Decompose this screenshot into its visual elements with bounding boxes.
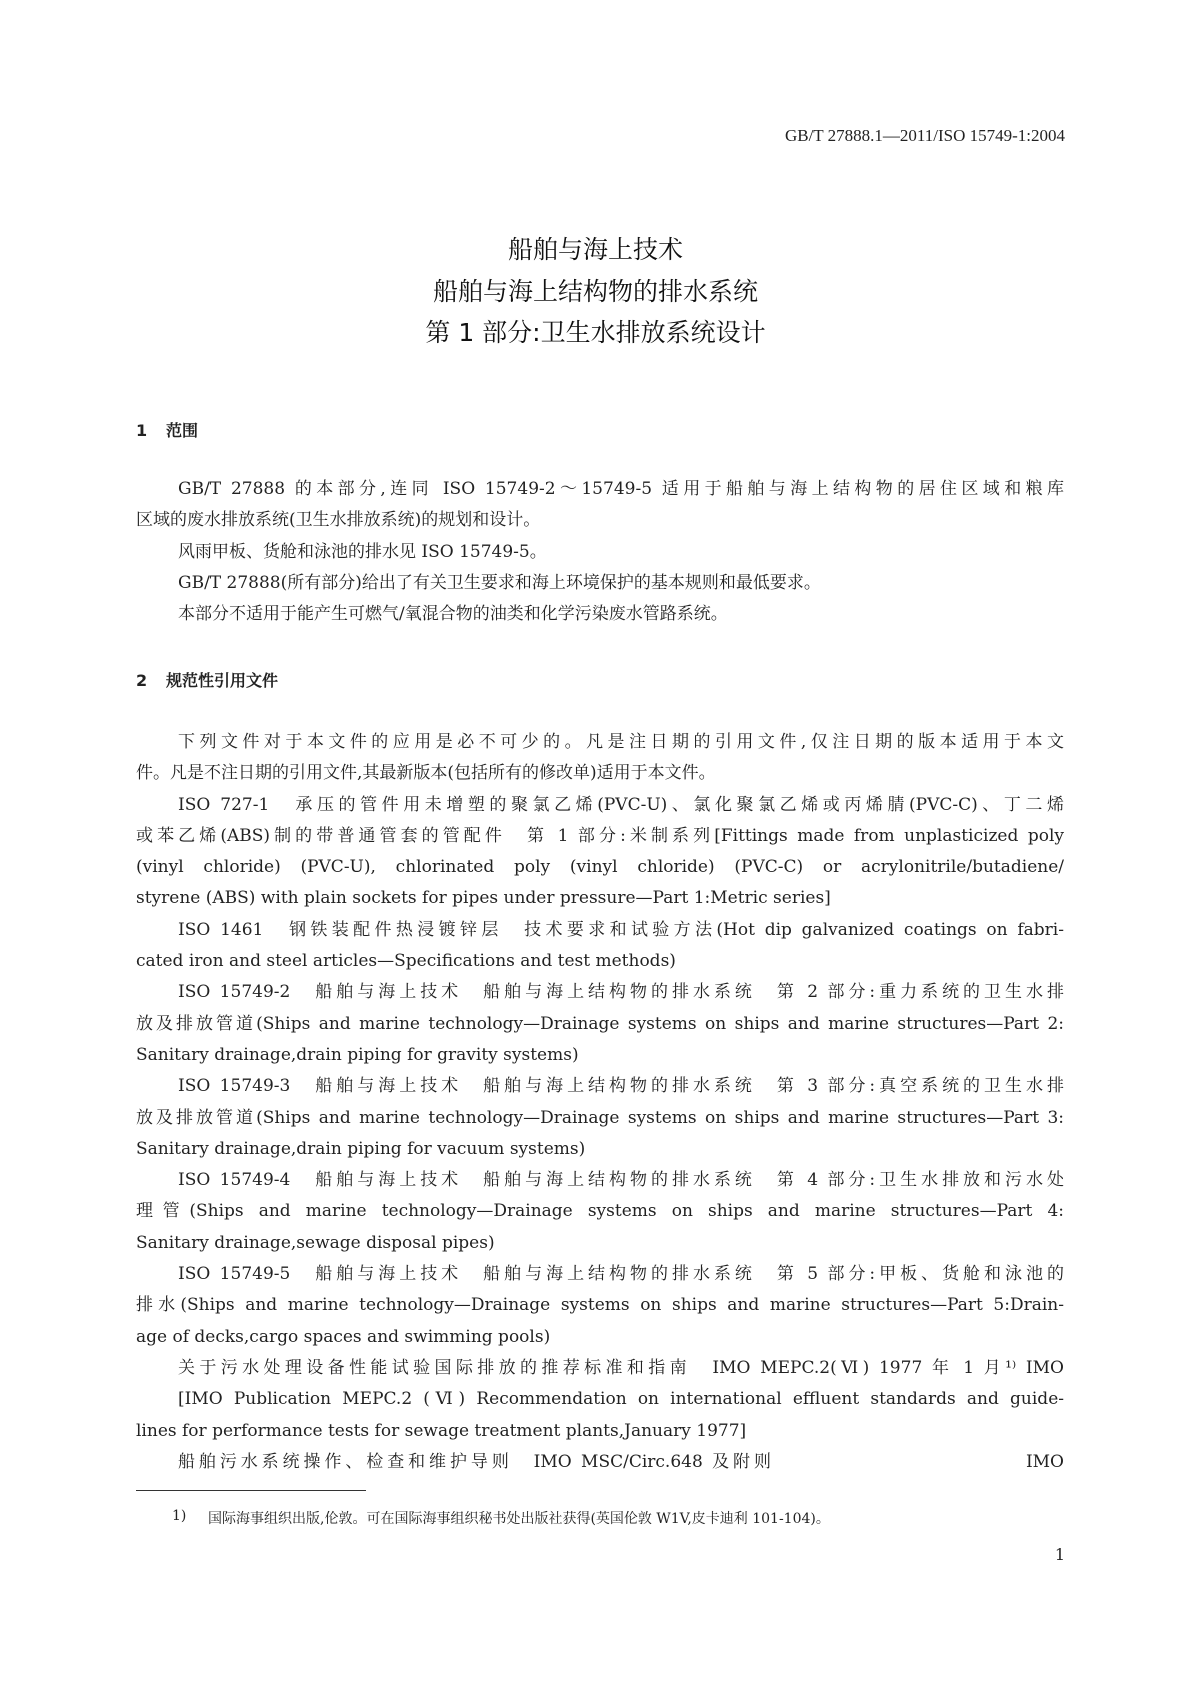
text-line: 下列文件对于本文件的应用是必不可少的。凡是注日期的引用文件,仅注日期的版本适用于本文 xyxy=(178,732,1064,752)
text-line: (vinyl chloride) (PVC-U), chlorinated poly (vinyl chloride) (PVC-C) or acrylonitrile/butadiene/ xyxy=(136,857,1064,878)
text-line: ISO 1461 钢铁装配件热浸镀锌层 技术要求和试验方法(Hot dip galvanized coatings on fabri- xyxy=(178,919,1064,940)
page-number: 1 xyxy=(1054,1545,1065,1564)
text-line: 本部分不适用于能产生可燃气/氧混合物的油类和化学污染废水管路系统。 xyxy=(178,604,728,625)
text-line: styrene (ABS) with plain sockets for pipes under pressure—Part 1:Metric series] xyxy=(136,888,831,909)
title-line-2: 船舶与海上结构物的排水系统 xyxy=(432,277,758,306)
footnote-text: 国际海事组织出版,伦敦。可在国际海事组织秘书处出版社获得(英国伦敦 W1V,皮卡迪利 101-104)。 xyxy=(208,1511,830,1527)
text-line: ISO 15749-3 船舶与海上技术 船舶与海上结构物的排水系统 第 3 部分:真空系统的卫生水排 xyxy=(178,1076,1064,1097)
text-line: cated iron and steel articles—Specifications and test methods) xyxy=(136,951,676,972)
text-line: 船舶污水系统操作、检查和维护导则 IMO MSC/Circ.648 及附则 IMO xyxy=(178,1451,1064,1472)
section-2-heading xyxy=(136,668,278,691)
footnote-marker: 1) xyxy=(172,1508,187,1524)
text-line: ISO 15749-4 船舶与海上技术 船舶与海上结构物的排水系统 第 4 部分:卫生水排放和污水处 xyxy=(178,1170,1064,1191)
section-number: 1 xyxy=(136,421,148,440)
text-line: 风雨甲板、货舱和泳池的排水见 ISO 15749-5。 xyxy=(178,541,547,562)
text-line: Sanitary drainage,drain piping for vacuum systems) xyxy=(136,1138,586,1159)
text-line: ISO 15749-5 船舶与海上技术 船舶与海上结构物的排水系统 第 5 部分:甲板、货舱和泳池的 xyxy=(178,1264,1064,1285)
text-line: 排水(Ships and marine technology—Drainage systems on ships and marine structures—Part 5:Drain- xyxy=(136,1295,1064,1316)
text-line: ISO 727-1 承压的管件用未增塑的聚氯乙烯(PVC-U)、氯化聚氯乙烯或丙烯腈(PVC-C)、丁二烯 xyxy=(178,794,1064,815)
text-line: 放及排放管道(Ships and marine technology—Drainage systems on ships and marine structures—Part 3: xyxy=(136,1107,1064,1128)
title-line-3: 第 1 部分:卫生水排放系统设计 xyxy=(425,318,766,347)
text-line: 件。凡是不注日期的引用文件,其最新版本(包括所有的修改单)适用于本文件。 xyxy=(136,763,716,784)
text-line: 关于污水处理设备性能试验国际排放的推荐标准和指南 IMO MEPC.2(Ⅵ) 1977 年 1 月¹⁾ IMO xyxy=(178,1357,1064,1378)
title-line-1: 船舶与海上技术 xyxy=(507,235,683,264)
section-1-heading xyxy=(136,418,198,441)
section-title: 规范性引用文件 xyxy=(166,671,279,690)
text-line: 理管(Ships and marine technology—Drainage systems on ships and marine structures—Part 4: xyxy=(136,1201,1064,1222)
footnote xyxy=(174,1508,830,1528)
text-line: GB/T 27888 的本部分,连同 ISO 15749-2～15749-5 适用于船舶与海上结构物的居住区域和粮库 xyxy=(178,479,1064,499)
section-2-body xyxy=(136,727,1064,1478)
text-line: Sanitary drainage,sewage disposal pipes) xyxy=(136,1232,495,1253)
text-line: lines for performance tests for sewage treatment plants,January 1977] xyxy=(136,1420,747,1441)
text-line: 或苯乙烯(ABS)制的带普通管套的管配件 第 1 部分:米制系列[Fittings made from unplasticized poly xyxy=(136,825,1064,846)
text-line: Sanitary drainage,drain piping for gravity systems) xyxy=(136,1044,579,1065)
text-line: 区域的废水排放系统(卫生水排放系统)的规划和设计。 xyxy=(136,510,541,531)
document-header: GB/T 27888.1—2011/ISO 15749-1:2004 xyxy=(784,126,1065,145)
text-line: ISO 15749-2 船舶与海上技术 船舶与海上结构物的排水系统 第 2 部分:重力系统的卫生水排 xyxy=(178,982,1064,1003)
text-line: 放及排放管道(Ships and marine technology—Drainage systems on ships and marine structures—Part 2: xyxy=(136,1013,1064,1034)
footnote-divider xyxy=(136,1490,366,1491)
text-line: [IMO Publication MEPC.2 (Ⅵ) Recommendation on international effluent standards and guide- xyxy=(178,1389,1064,1410)
section-title: 范围 xyxy=(166,421,199,440)
text-line: age of decks,cargo spaces and swimming pools) xyxy=(136,1326,551,1347)
section-number: 2 xyxy=(136,671,148,690)
text-line: GB/T 27888(所有部分)给出了有关卫生要求和海上环境保护的基本规则和最低要求。 xyxy=(178,572,821,593)
section-1-body xyxy=(136,474,1064,630)
